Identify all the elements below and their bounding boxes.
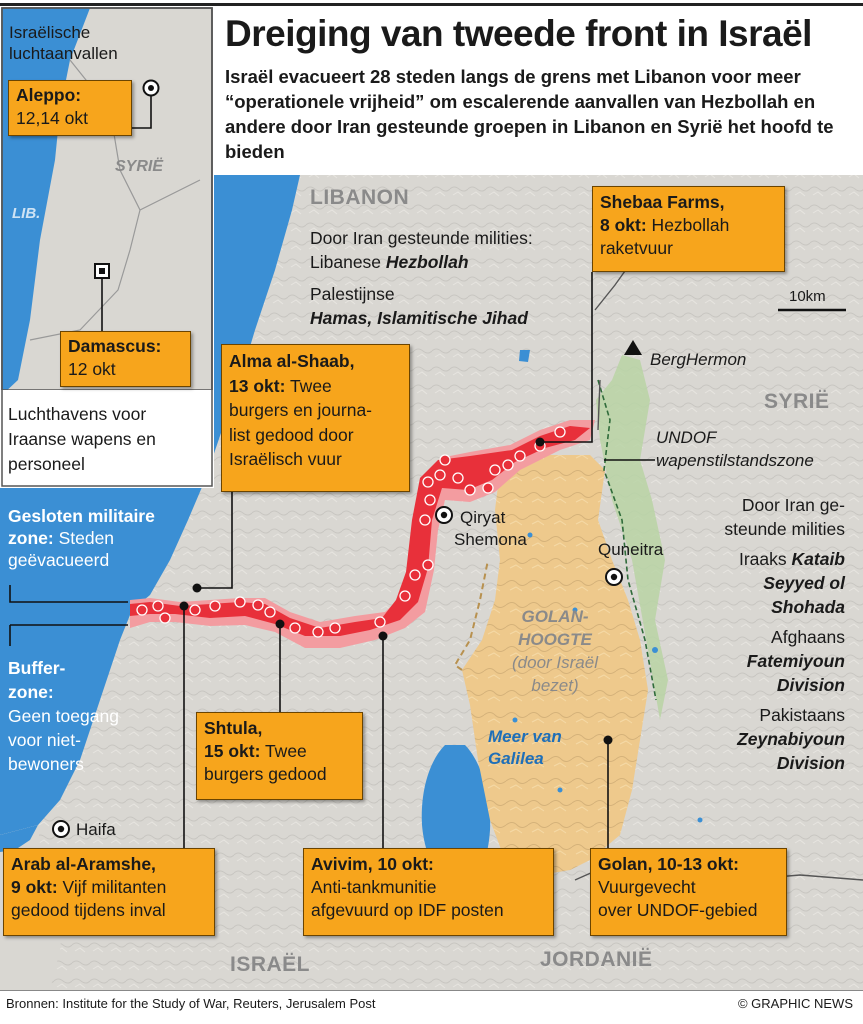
country-label-jordan: JORDANIË	[540, 948, 653, 971]
golan-text1: Vuurgevecht	[598, 877, 696, 897]
syria-iraq-prefix: Iraaks	[738, 549, 792, 569]
label-quneitra: Quneitra	[598, 540, 664, 559]
label-qiryat-line2: Shemona	[454, 530, 527, 549]
label-golan-line1: GOLAN-	[521, 607, 589, 626]
avivim-text1: Anti-tankmunitie	[311, 877, 437, 897]
alma-text4: Israëlisch vuur	[229, 449, 342, 469]
country-label-syria: SYRIË	[764, 390, 830, 413]
legend-buffer-title1: Buffer-	[8, 658, 66, 678]
label-undof-line1: UNDOF	[656, 428, 717, 447]
arab-text1: Vijf militanten	[57, 877, 167, 897]
syria-militias-line2: steunde milities	[724, 519, 845, 539]
lebanon-militias-hezbollah: Hezbollah	[385, 252, 469, 272]
syria-pak-b2: Division	[776, 753, 845, 773]
inset-note	[8, 402, 156, 477]
label-mount-hermon: BergHermon	[650, 350, 747, 369]
damascus-callout	[60, 331, 191, 387]
legend-buffer-zone	[8, 656, 119, 776]
syria-iraq-b1: Kataib	[791, 549, 845, 569]
country-label-israel: ISRAËL	[230, 953, 311, 976]
lebanon-militias-hamas: Hamas, Islamitische Jihad	[310, 308, 528, 328]
syria-afghan: Afghaans	[771, 627, 845, 647]
footer-sources: Bronnen: Institute for the Study of War, Reuters, Jerusalem Post	[6, 996, 376, 1011]
alma-date: 13 okt:	[229, 375, 286, 396]
country-label-lebanon: LIBANON	[310, 186, 410, 209]
legend-closed-text2: geëvacueerd	[8, 550, 110, 570]
avivim-text2: afgevuurd op IDF posten	[311, 900, 504, 920]
shebaa-text1: Hezbollah	[646, 215, 730, 235]
label-galilee-line1: Meer van	[488, 727, 562, 746]
legend-buffer-text1: Geen toegang	[8, 706, 119, 726]
label-golan-heights	[505, 605, 605, 697]
page-subtitle: Israël evacueert 28 steden langs de grens met Libanon voor meer “operationele vrijheid” om escalerende aanvallen van Hezbollah en andere door Iran gesteunde groepen in Libanon en Syrië het hoofd te bieden	[225, 66, 834, 162]
syria-pak: Pakistaans	[759, 705, 845, 725]
label-golan-line4: bezet)	[531, 676, 579, 695]
scale-label: 10km	[789, 288, 826, 305]
label-golan-line2: HOOGTE	[518, 630, 592, 649]
legend-closed-zone	[8, 505, 155, 571]
legend-closed-text: Steden	[53, 528, 115, 548]
syria-afghan-b2: Division	[776, 675, 845, 695]
aleppo-date: 12,14 okt	[16, 108, 88, 128]
syria-militias-line1: Door Iran ge-	[741, 495, 845, 515]
syria-iraq-b3: Shohada	[771, 597, 845, 617]
inset-note-line2: Iraanse wapens en	[8, 429, 156, 449]
avivim-title: Avivim, 10 okt:	[311, 854, 434, 874]
inset-title-line2: luchtaanvallen	[9, 44, 118, 63]
damascus-date: 12 okt	[68, 359, 116, 379]
aleppo-name: Aleppo:	[16, 85, 82, 105]
damascus-name: Damascus:	[68, 336, 162, 356]
callout-alma-al-shaab	[221, 344, 410, 492]
shtula-title: Shtula,	[204, 718, 263, 738]
callout-avivim	[303, 848, 554, 936]
alma-text1: Twee	[285, 375, 332, 396]
inset-lebanon-label: LIB.	[12, 205, 41, 222]
lebanon-militias-line1: Door Iran gesteunde milities:	[310, 228, 533, 248]
legend-closed-title1: Gesloten militaire	[8, 506, 155, 526]
legend-buffer-title2: zone:	[8, 682, 54, 702]
page-title: Dreiging van tweede front in Israël	[225, 13, 812, 54]
lebanon-militias	[310, 226, 533, 330]
label-undof	[656, 426, 814, 472]
callout-shtula	[196, 712, 363, 800]
syria-pak-b1: Zeynabiyoun	[737, 729, 845, 749]
golan-text2: over UNDOF-gebied	[598, 900, 758, 920]
shtula-date: 15 okt:	[204, 741, 261, 761]
arab-title: Arab al-Aramshe,	[11, 854, 156, 874]
label-galilee-line2: Galilea	[488, 749, 544, 768]
shtula-text2: burgers gedood	[204, 764, 327, 784]
aleppo-callout	[8, 80, 132, 136]
footer-rule	[0, 990, 863, 991]
legend-buffer-text2: voor niet-	[8, 730, 81, 750]
label-qiryat-line1: Qiryat	[460, 508, 506, 527]
footer-credit: © GRAPHIC NEWS	[737, 996, 853, 1011]
syria-iraq-b2: Seyyed ol	[763, 573, 845, 593]
lebanon-militias-prefix: Libanese	[310, 252, 386, 272]
alma-text3: list gedood door	[229, 424, 354, 445]
syria-militias	[665, 493, 845, 775]
syria-afghan-b1: Fatemiyoun	[746, 651, 845, 671]
label-undof-line2: wapenstilstandszone	[656, 451, 814, 470]
inset-note-line3: personeel	[8, 454, 85, 474]
label-qiryat-shemona	[454, 507, 527, 551]
arab-date: 9 okt:	[11, 877, 58, 897]
shebaa-text2: raketvuur	[600, 238, 673, 258]
legend-buffer-text3: bewoners	[8, 754, 84, 774]
inset-note-line1: Luchthavens voor	[8, 404, 147, 424]
shebaa-title: Shebaa Farms,	[600, 192, 725, 212]
alma-title: Alma al-Shaab,	[229, 351, 355, 371]
label-lake-galilee	[488, 726, 562, 770]
lebanon-militias-line3: Palestijnse	[310, 284, 395, 304]
golan-title: Golan, 10-13 okt:	[598, 854, 740, 874]
callout-arab-al-aramshe	[3, 848, 215, 936]
label-golan-line3: (door Israël	[512, 653, 598, 672]
callout-golan	[590, 848, 787, 936]
alma-text2: burgers en journa-	[229, 400, 372, 420]
inset-title-line1: Israëlische	[9, 23, 91, 42]
shebaa-date: 8 okt:	[600, 215, 647, 235]
callout-shebaa-farms	[592, 186, 785, 272]
arab-text2: gedood tijdens inval	[11, 900, 166, 920]
inset-title	[9, 22, 118, 64]
label-haifa: Haifa	[76, 820, 116, 839]
shtula-text1: Twee	[260, 741, 307, 761]
legend-closed-title2: zone:	[8, 528, 54, 548]
inset-syria-label: SYRIË	[115, 158, 164, 175]
